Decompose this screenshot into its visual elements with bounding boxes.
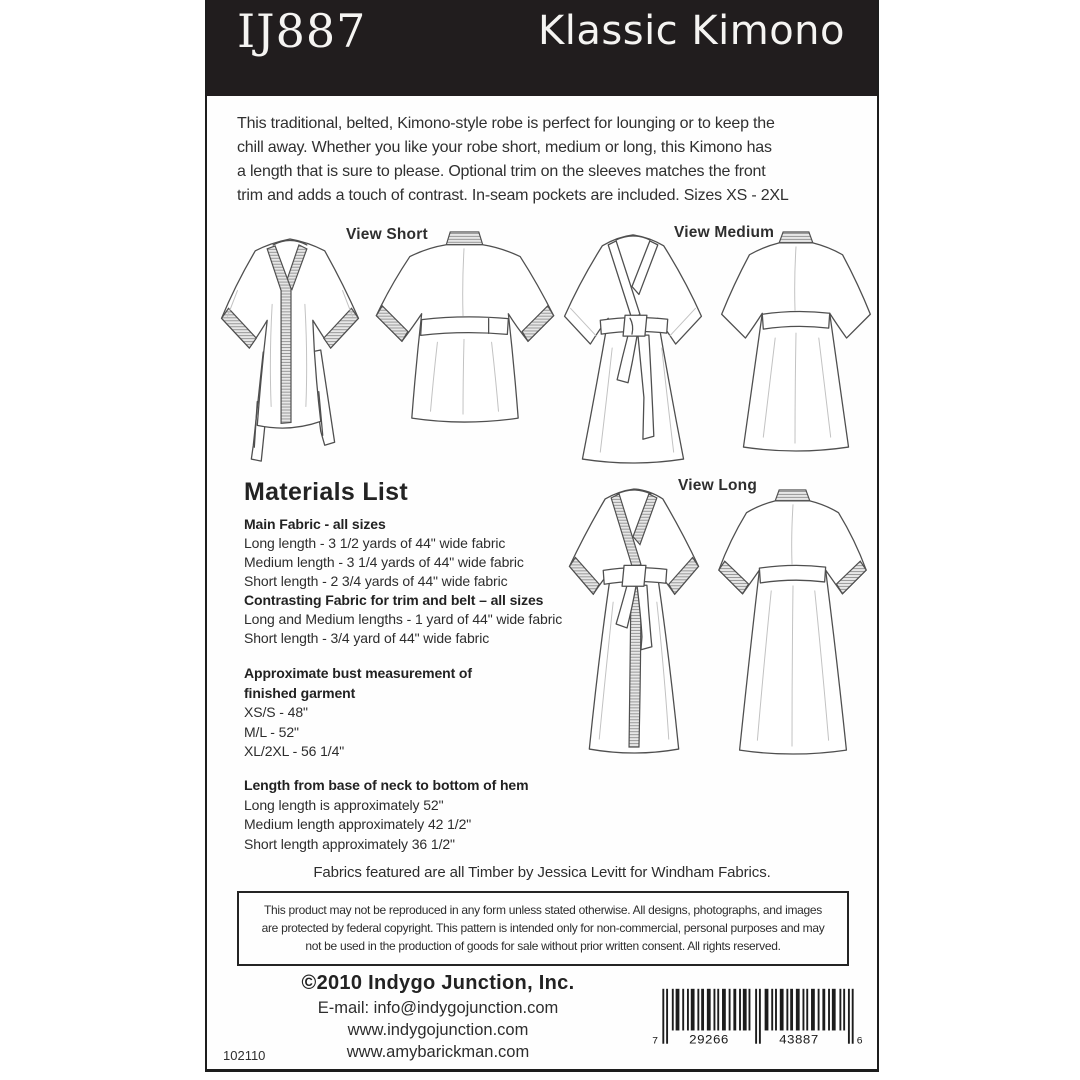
barcode-digit-right: 6 [856, 1035, 863, 1048]
copyright-line: This product may not be reproduced in any form unless stated otherwise. All designs, photographs, and images [264, 903, 822, 917]
publisher-copyright: ©2010 Indygo Junction, Inc. [301, 972, 575, 994]
barcode-digit-left: 7 [651, 1035, 659, 1048]
length-line: Long length is approximately 52" [244, 796, 444, 813]
pattern-title: Klassic Kimono [538, 8, 845, 54]
pattern-number: IJ887 [237, 4, 367, 58]
bust-heading-line: Approximate bust measurement of [244, 665, 472, 681]
main-fabric-line: Long length - 3 1/2 yards of 44" wide fabric [244, 535, 506, 551]
length-section [244, 776, 528, 854]
main-fabric-line: Short length - 2 3/4 yards of 44" wide fabric [244, 573, 508, 589]
description-paragraph [237, 112, 859, 208]
contrast-fabric-line: Long and Medium lengths - 1 yard of 44" wide fabric [244, 611, 563, 627]
description-line: This traditional, belted, Kimono-style robe is perfect for lounging or to keep the [237, 115, 775, 132]
bust-line: XS/S - 48" [244, 704, 308, 720]
publisher-website: www.indygojunction.com [347, 1021, 529, 1039]
copyright-notice-box [237, 891, 849, 966]
materials-list-heading: Materials List [244, 478, 408, 506]
illustration-kimono-long-back [713, 487, 873, 758]
length-heading: Length from base of neck to bottom of hem [244, 777, 529, 793]
pattern-envelope [205, 0, 879, 1072]
contrast-fabric-line: Short length - 3/4 yard of 44" wide fabric [244, 630, 490, 646]
publisher-email: E-mail: info@indygojunction.com [317, 999, 559, 1017]
header-bar [207, 0, 877, 96]
copyright-line: not be used in the production of goods for sale without prior written consent. All rights reserved. [305, 939, 781, 953]
description-line: a length that is sure to please. Optional trim on the sleeves matches the front [237, 163, 766, 180]
bust-measurement-section [244, 664, 472, 762]
illustration-kimono-medium-front [552, 229, 714, 467]
publisher-contact-block [232, 970, 644, 1063]
bust-heading-line: finished garment [244, 684, 356, 701]
upc-barcode [651, 988, 865, 1054]
description-line: trim and adds a touch of contrast. In-seam pockets are included. Sizes XS - 2XL [237, 187, 789, 204]
length-line: Medium length approximately 42 1/2" [244, 816, 472, 832]
barcode-group1: 29266 [688, 1032, 729, 1048]
view-short-label: View Short [346, 226, 428, 243]
print-run-code: 102110 [223, 1048, 266, 1063]
main-fabric-line: Medium length - 3 1/4 yards of 44" wide fabric [244, 554, 524, 570]
illustration-kimono-medium-back [715, 229, 877, 453]
publisher-website: www.amybarickman.com [346, 1043, 530, 1061]
contrast-fabric-heading: Contrasting Fabric for trim and belt – all sizes [244, 592, 544, 608]
bust-line: XL/2XL - 56 1/4" [244, 743, 345, 759]
barcode-group2: 43887 [778, 1032, 819, 1048]
illustration-kimono-long-front [557, 483, 711, 757]
view-medium-label: View Medium [674, 224, 775, 241]
main-fabric-heading: Main Fabric - all sizes [244, 516, 386, 532]
illustration-kimono-short-front [215, 233, 365, 471]
copyright-line: are protected by federal copyright. This pattern is intended only for non-commercial, personal purposes and may [261, 921, 825, 935]
length-line: Short length approximately 36 1/2" [244, 835, 455, 852]
view-long-label: View Long [678, 477, 758, 494]
illustration-kimono-short-back [367, 229, 562, 426]
bust-line: M/L - 52" [244, 723, 299, 740]
description-line: chill away. Whether you like your robe short, medium or long, this Kimono has [237, 139, 772, 156]
fabrics-note: Fabrics featured are all Timber by Jessica Levitt for Windham Fabrics. [313, 864, 771, 881]
materials-fabric-section [244, 515, 562, 648]
